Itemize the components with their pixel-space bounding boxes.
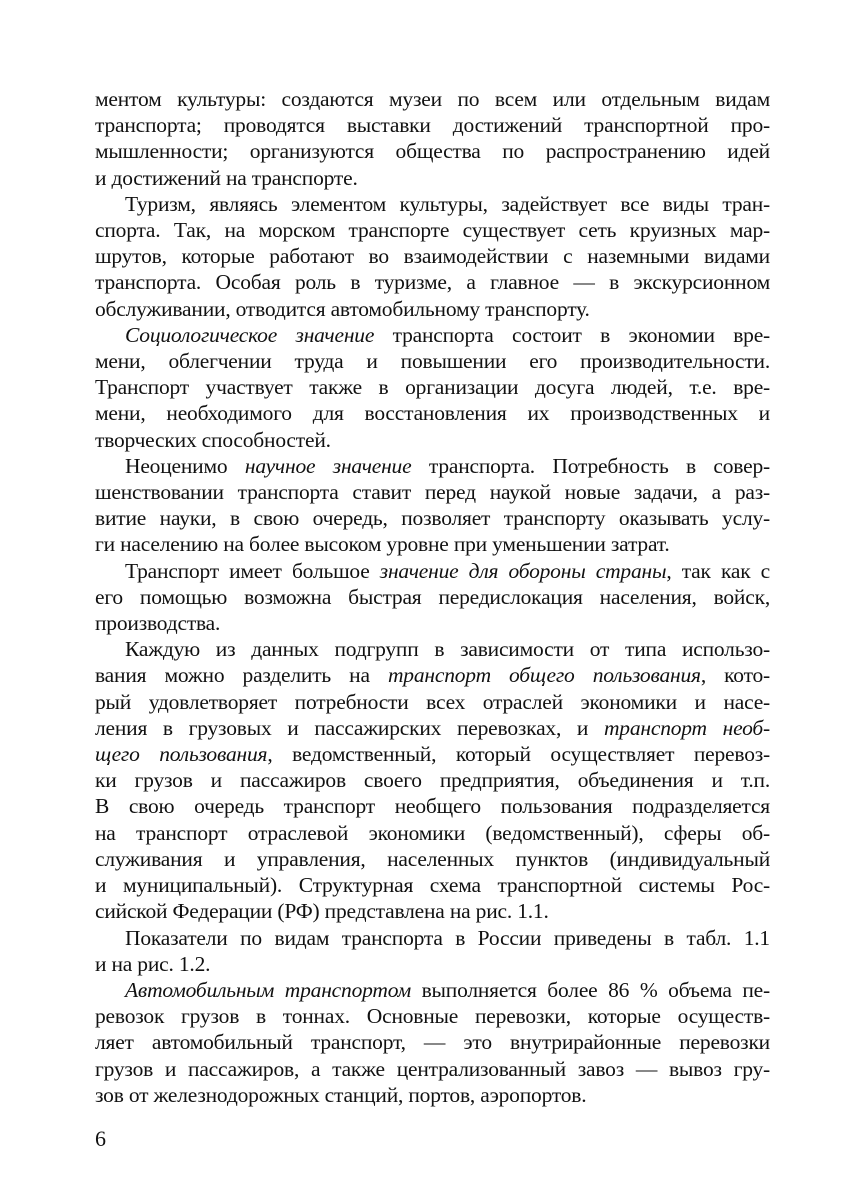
page-body-text bbox=[95, 86, 770, 1108]
text: на транспорт отраслевой экономики (ведомственный), сферы об- bbox=[95, 820, 770, 845]
text: ляет автомобильный транспорт, — это внутрирайонные перевозки bbox=[95, 1030, 770, 1055]
paragraph bbox=[95, 558, 770, 637]
text-line bbox=[95, 610, 770, 636]
text-line bbox=[95, 662, 770, 688]
text-line bbox=[95, 138, 770, 164]
text: производства. bbox=[95, 611, 221, 636]
italic-text: транспорт общего пользования bbox=[387, 663, 701, 688]
text: Транспорт участвует также в организации досуга людей, т.е. вре- bbox=[95, 375, 770, 400]
text: служивания и управления, населенных пунктов (индивидуальный bbox=[95, 846, 770, 871]
text-line bbox=[95, 898, 770, 924]
text: , ведомственный, который осуществляет перевоз- bbox=[267, 742, 770, 767]
paragraph bbox=[95, 977, 770, 1108]
text: ги населению на более высоком уровне при уменьшении затрат. bbox=[95, 532, 670, 557]
text: вания можно разделить на bbox=[95, 663, 388, 688]
text: мышленности; организуются общества по распространению идей bbox=[95, 139, 770, 164]
paragraph bbox=[95, 191, 770, 322]
text: его помощью возможна быстрая передислокация населения, войск, bbox=[95, 584, 770, 609]
text-line bbox=[95, 322, 770, 348]
text: грузов и пассажиров, а также централизованный завоз — вывоз гру- bbox=[95, 1056, 770, 1081]
text-line bbox=[95, 531, 770, 557]
text-line bbox=[95, 951, 770, 977]
text: , так как с bbox=[666, 558, 770, 583]
text-line bbox=[95, 872, 770, 898]
text: , кото- bbox=[700, 663, 770, 688]
paragraph bbox=[95, 453, 770, 558]
text: мени, облегчении труда и повышении его производительности. bbox=[95, 349, 770, 374]
text: Туризм, являясь элементом культуры, задействует все виды тран- bbox=[125, 191, 770, 216]
text-line bbox=[95, 820, 770, 846]
text: Неоценимо bbox=[125, 453, 245, 478]
italic-text: щего пользования bbox=[95, 742, 268, 767]
text-line bbox=[95, 86, 770, 112]
italic-text: научное значение bbox=[244, 453, 412, 478]
text: и достижений на транспорте. bbox=[95, 165, 358, 190]
paragraph bbox=[95, 636, 770, 924]
text: Каждую из данных подгрупп в зависимости от типа использо- bbox=[125, 637, 770, 662]
text: шенствовании транспорта ставит перед наукой новые задачи, а раз- bbox=[95, 480, 770, 505]
text-line bbox=[95, 1003, 770, 1029]
text: ки грузов и пассажиров своего предприятия, объединения и т.п. bbox=[95, 768, 770, 793]
text: транспорта состоит в экономии вре- bbox=[374, 322, 770, 347]
text: и на рис. 1.2. bbox=[95, 951, 211, 976]
text-line bbox=[95, 793, 770, 819]
text: обслуживании, отводится автомобильному транспорту. bbox=[95, 296, 590, 321]
text: зов от железнодорожных станций, портов, аэропортов. bbox=[95, 1082, 587, 1107]
italic-text: Социологическое значение bbox=[125, 322, 375, 347]
page-number: 6 bbox=[95, 1126, 106, 1151]
text-line bbox=[95, 348, 770, 374]
paragraph bbox=[95, 86, 770, 191]
text: шрутов, которые работают во взаимодействии с наземными видами bbox=[95, 244, 770, 269]
text-line bbox=[95, 689, 770, 715]
text-line bbox=[95, 584, 770, 610]
text-line bbox=[95, 112, 770, 138]
text-line bbox=[95, 165, 770, 191]
text: сийской Федерации (РФ) представлена на рис. 1.1. bbox=[95, 899, 549, 924]
text-line bbox=[95, 400, 770, 426]
italic-text: значение для обороны страны bbox=[379, 558, 667, 583]
text-line bbox=[95, 374, 770, 400]
italic-text: Автомобильным транспортом bbox=[125, 977, 411, 1002]
text-line bbox=[95, 1082, 770, 1108]
text: рый удовлетворяет потребности всех отраслей экономики и насе- bbox=[95, 689, 770, 714]
text-line bbox=[95, 925, 770, 951]
text-line bbox=[95, 977, 770, 1003]
text: выполняется более 86 % объема пе- bbox=[410, 977, 770, 1002]
text: Показатели по видам транспорта в России приведены в табл. 1.1 bbox=[125, 925, 770, 950]
text-line bbox=[95, 505, 770, 531]
italic-text: транспорт необ- bbox=[603, 715, 770, 740]
text: ментом культуры: создаются музеи по всем или отдельным видам bbox=[95, 87, 770, 111]
text: Транспорт имеет большое bbox=[125, 558, 380, 583]
text-line bbox=[95, 715, 770, 741]
text: В свою очередь транспорт необщего пользования подразделяется bbox=[95, 794, 770, 819]
text-line bbox=[95, 846, 770, 872]
text-line bbox=[95, 296, 770, 322]
text-line bbox=[95, 453, 770, 479]
text-line bbox=[95, 191, 770, 217]
text-line bbox=[95, 1029, 770, 1055]
text-line bbox=[95, 479, 770, 505]
text: транспорта. Потребность в совер- bbox=[411, 453, 770, 478]
text: ревозок грузов в тоннах. Основные перевозки, которые осуществ- bbox=[95, 1004, 770, 1029]
text-line bbox=[95, 269, 770, 295]
text: ления в грузовых и пассажирских перевозках, и bbox=[95, 715, 604, 740]
text-line bbox=[95, 558, 770, 584]
text: мени, необходимого для восстановления их производственных и bbox=[95, 401, 770, 426]
paragraph bbox=[95, 925, 770, 977]
text: и муниципальный). Структурная схема транспортной системы Рос- bbox=[95, 873, 770, 898]
text: спорта. Так, на морском транспорте существует сеть круизных мар- bbox=[95, 218, 770, 243]
text-line bbox=[95, 217, 770, 243]
text-line bbox=[95, 427, 770, 453]
text-line bbox=[95, 741, 770, 767]
text-line bbox=[95, 1056, 770, 1082]
paragraph bbox=[95, 322, 770, 453]
text-line bbox=[95, 243, 770, 269]
text: транспорта; проводятся выставки достижений транспортной про- bbox=[95, 113, 770, 138]
text-line bbox=[95, 636, 770, 662]
text: витие науки, в свою очередь, позволяет транспорту оказывать услу- bbox=[95, 506, 770, 531]
text: транспорта. Особая роль в туризме, а главное — в экскурсионном bbox=[95, 270, 770, 295]
text-line bbox=[95, 767, 770, 793]
text: творческих способностей. bbox=[95, 427, 331, 452]
